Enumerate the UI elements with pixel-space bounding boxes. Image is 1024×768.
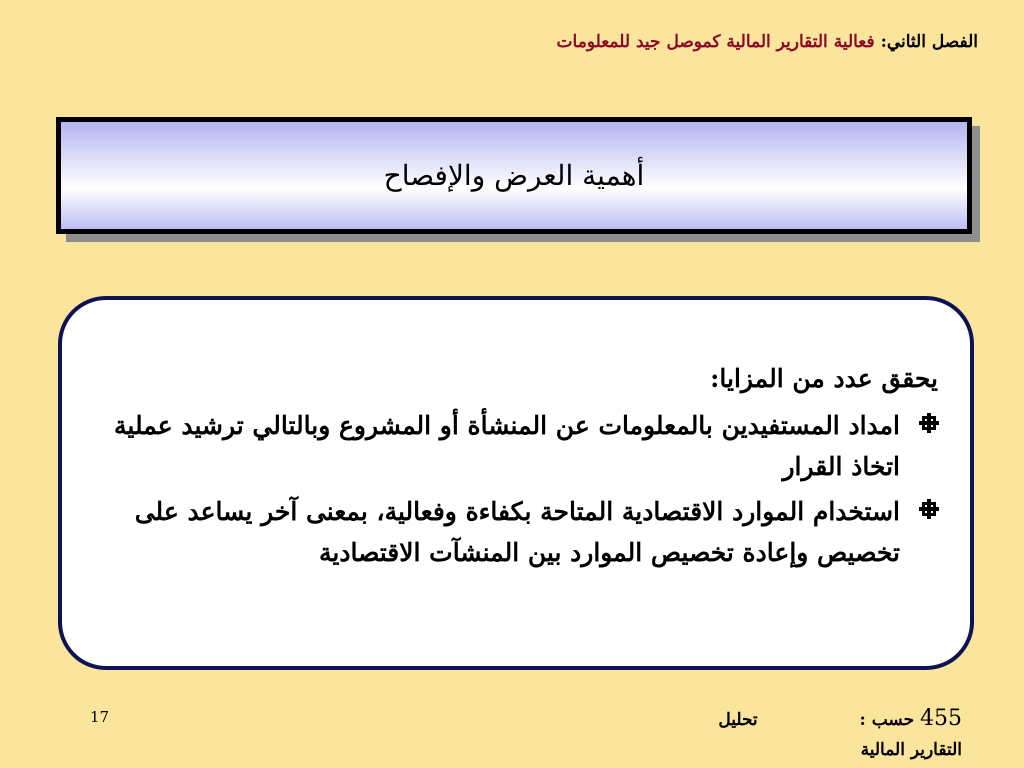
bullet-item [88,405,938,487]
content-box [58,296,974,670]
content-intro: يحقق عدد من المزايا: [710,364,938,393]
course-prefix: حسب : [859,710,915,730]
slide-title-box [56,117,972,234]
course-footer-line2: التقارير المالية [860,740,962,760]
content-text [88,358,938,577]
course-word: تحليل [718,710,758,730]
course-code: 455 [920,706,962,731]
bullet-text: استخدام الموارد الاقتصادية المتاحة بكفاءة وفعالية، بمعنى آخر يساعد على تخصيص وإعادة تخصيص الموارد بين المنشآت الاقتصادية [134,497,900,567]
chapter-title: فعالية التقارير المالية كموصل جيد للمعلومات [556,32,875,52]
bullet-item [88,491,938,573]
slide-title: أهمية العرض والإفصاح [383,159,645,192]
course-footer [718,706,962,731]
square-bullet-icon [922,416,936,430]
chapter-header [557,32,978,52]
page-number: 17 [90,708,110,726]
chapter-label: الفصل الثاني: [880,32,978,52]
square-bullet-icon [922,502,936,516]
bullet-text: امداد المستفيدين بالمعلومات عن المنشأة أو المشروع وبالتالي ترشيد عملية اتخاذ القرار [114,411,900,481]
